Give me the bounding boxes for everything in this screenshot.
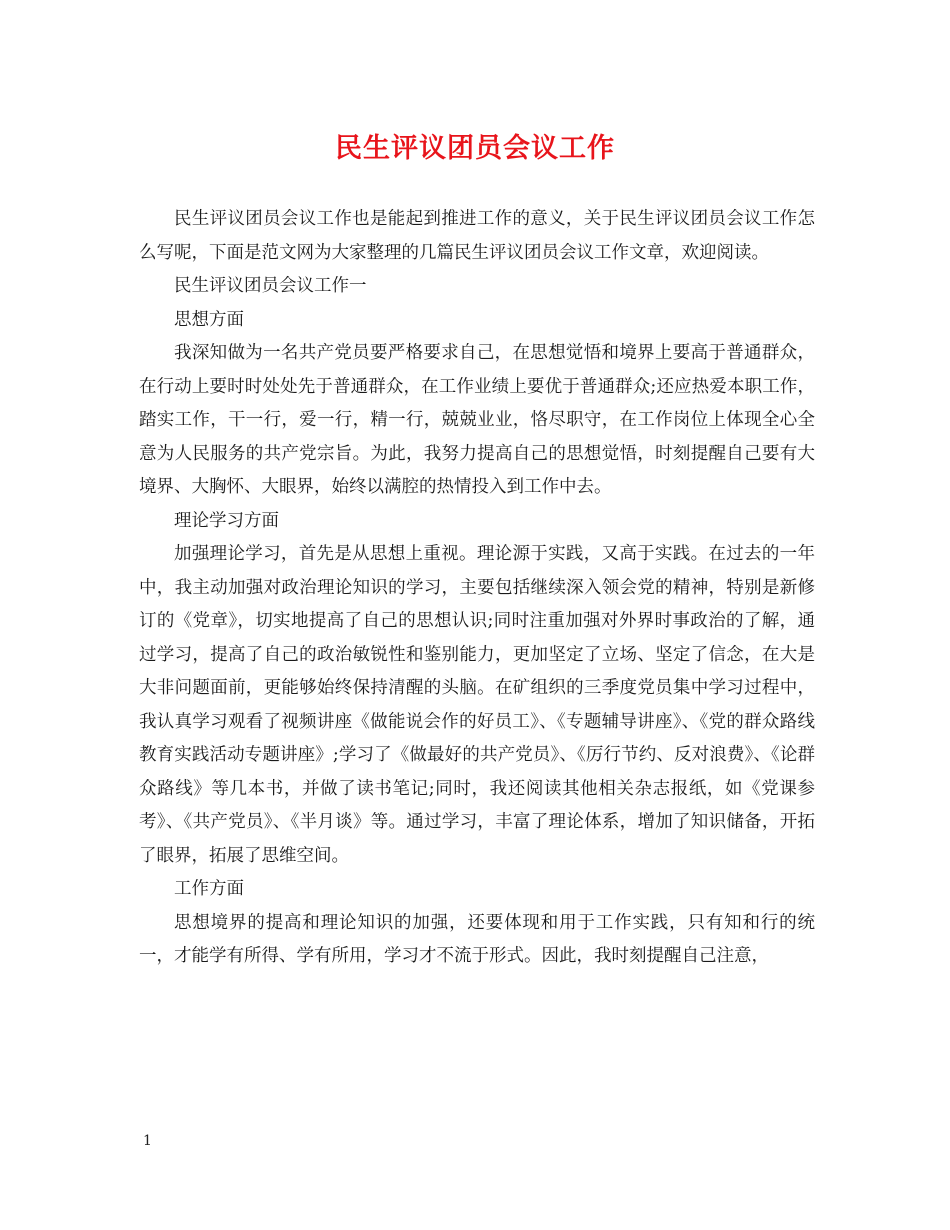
- body-paragraph: 我深知做为一名共产党员要严格要求自己，在思想觉悟和境界上要高于普通群众，在行动上要时时处处先于普通群众，在工作业绩上要优于普通群众;还应热爱本职工作，踏实工作，干一行，爱一行，精一行，兢兢业业，恪尽职守，在工作岗位上体现全心全意为人民服务的共产党宗旨。为此，我努力提高自己的思想觉悟，时刻提醒自己要有大境界、大胸怀、大眼界，始终以满腔的热情投入到工作中去。: [139, 343, 815, 497]
- intro-paragraph: 民生评议团员会议工作也是能起到推进工作的意义，关于民生评议团员会议工作怎么写呢，下面是范文网为大家整理的几篇民生评议团员会议工作文章，欢迎阅读。: [139, 209, 815, 263]
- body-paragraph: 思想境界的提高和理论知识的加强，还要体现和用于工作实践，只有知和行的统一，才能学有所得、学有所用，学习才不流于形式。因此，我时刻提醒自己注意，: [139, 912, 815, 966]
- subsection-heading: 思想方面: [174, 309, 244, 330]
- page-number: 1: [143, 1133, 152, 1149]
- body-paragraph: 加强理论学习，首先是从思想上重视。理论源于实践，又高于实践。在过去的一年中，我主动加强对政治理论知识的学习，主要包括继续深入领会党的精神，特别是新修订的《党章》，切实地提高了自己的思想认识;同时注重加强对外界时事政治的了解，通过学习，提高了自己的政治敏锐性和鉴别能力，更加坚定了立场、坚定了信念，在大是大非问题面前，更能够始终保持清醒的头脑。在矿组织的三季度党员集中学习过程中，我认真学习观看了视频讲座《做能说会作的好员工》、《专题辅导讲座》、《党的群众路线教育实践活动专题讲座》;学习了《做最好的共产党员》、《厉行节约、反对浪费》、《论群众路线》等几本书，并做了读书笔记;同时，我还阅读其他相关杂志报纸，如《党课参考》、《共产党员》、《半月谈》等。通过学习，丰富了理论体系，增加了知识储备，开拓了眼界，拓展了思维空间。: [139, 544, 815, 866]
- page-title: 民生评议团员会议工作: [335, 133, 615, 164]
- document-body: [139, 203, 815, 974]
- subsection-heading: 理论学习方面: [174, 510, 279, 531]
- section-heading: 民生评议团员会议工作一: [174, 276, 367, 296]
- subsection-heading: 工作方面: [174, 879, 244, 899]
